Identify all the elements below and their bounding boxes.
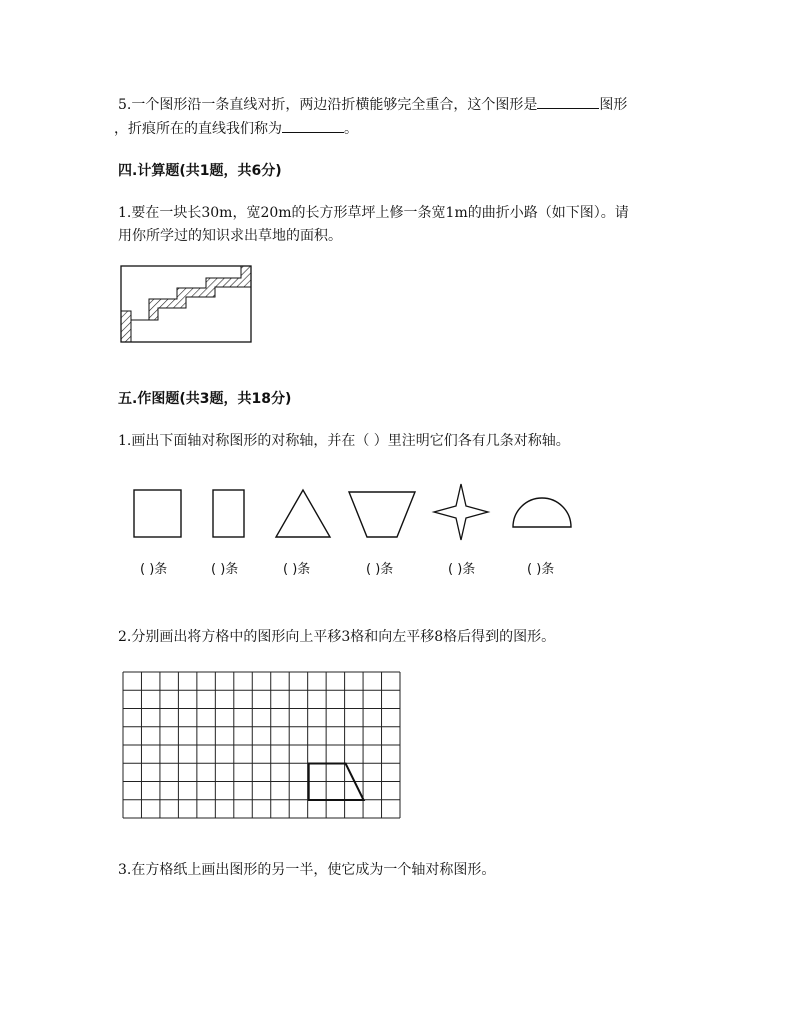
lawn-rectangle: [121, 266, 251, 342]
shape-answer-5[interactable]: ( )条: [448, 562, 476, 577]
section5-q2: 2.分别画出将方格中的图形向上平移3格和向左平移8格后得到的图形。: [118, 629, 556, 645]
rectangle-icon: [213, 490, 244, 537]
q5-line2: [114, 118, 358, 139]
semicircle-icon: [513, 498, 571, 527]
shape-answer-2[interactable]: ( )条: [211, 562, 239, 577]
q5-line1-suffix: 图形: [599, 97, 628, 113]
section5-q3: 3.在方格纸上画出图形的另一半，使它成为一个轴对称图形。: [118, 862, 496, 878]
square-icon: [134, 490, 181, 537]
shape-answer-3[interactable]: ( )条: [283, 562, 311, 577]
grid-lines: [123, 672, 400, 818]
shape-answer-6[interactable]: ( )条: [527, 562, 555, 577]
shape-answer-4[interactable]: ( )条: [366, 562, 394, 577]
trapezoid-icon: [349, 492, 415, 537]
section5-q1: 1.画出下面轴对称图形的对称轴，并在（ ）里注明它们各有几条对称轴。: [118, 433, 570, 449]
q5-line1: [118, 94, 627, 115]
section4-q1-line2: 用你所学过的知识求出草地的面积。: [118, 228, 342, 244]
q5-answer-blank-1[interactable]: [537, 94, 599, 109]
q5-line2-text: ，折痕所在的直线我们称为: [114, 121, 282, 137]
section4-title: 四.计算题(共1题，共6分): [118, 163, 282, 179]
triangle-icon: [276, 490, 330, 537]
four-point-star-icon: [434, 484, 488, 540]
winding-path: [121, 266, 251, 342]
section4-q1-line1: 1.要在一块长30m，宽20m的长方形草坪上修一条宽1m的曲折小路（如下图）。请: [118, 205, 629, 221]
q5-line2-suffix: 。: [344, 121, 358, 137]
q5-line1-text: 5.一个图形沿一条直线对折，两边沿折横能够完全重合，这个图形是: [118, 97, 538, 113]
q5-answer-blank-2[interactable]: [282, 118, 344, 133]
section5-title: 五.作图题(共3题，共18分): [118, 391, 292, 407]
trapezoid-on-grid: [309, 764, 364, 801]
shape-answer-1[interactable]: ( )条: [140, 562, 168, 577]
